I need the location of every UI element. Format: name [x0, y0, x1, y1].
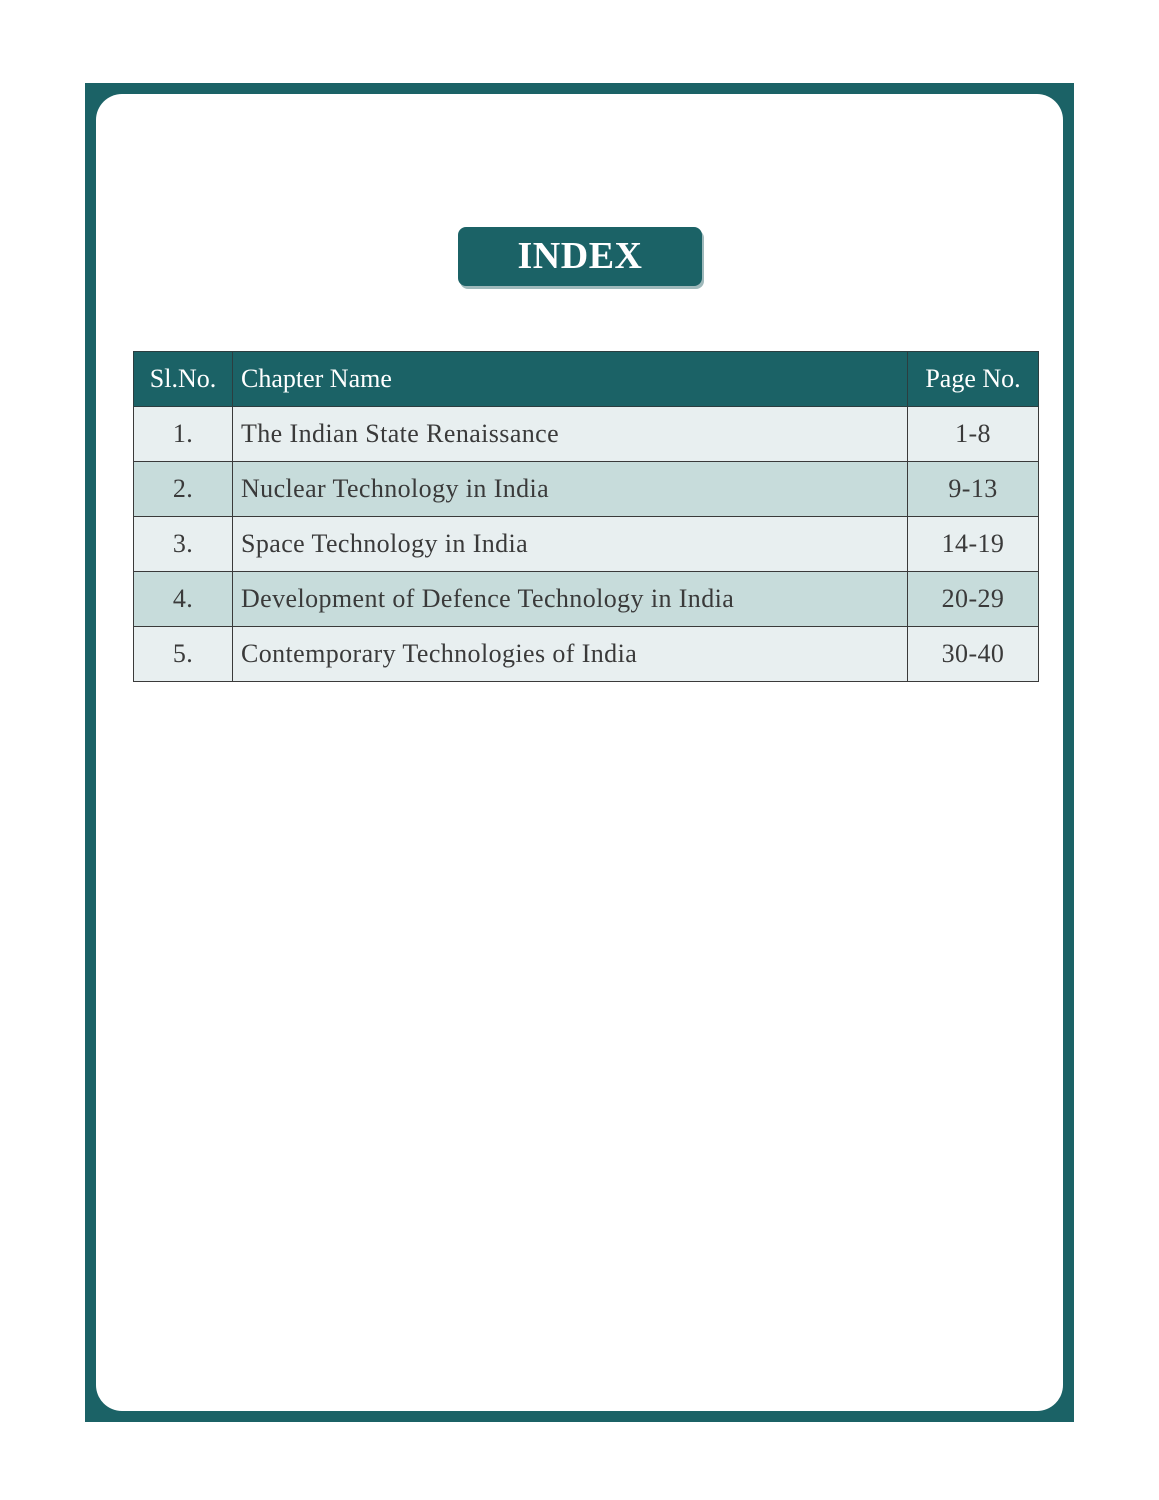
table-row [134, 572, 1039, 627]
row-chapter-name: Nuclear Technology in India [233, 462, 908, 517]
row-page-range: 20-29 [908, 572, 1039, 627]
row-sl-no: 2. [134, 462, 233, 517]
page-content-area [96, 94, 1063, 1411]
row-chapter-name: The Indian State Renaissance [233, 407, 908, 462]
header-chapter-name: Chapter Name [233, 352, 908, 407]
header-sl-no: Sl.No. [134, 352, 233, 407]
row-chapter-name: Space Technology in India [233, 517, 908, 572]
header-page-no: Page No. [908, 352, 1039, 407]
table-header-row [134, 352, 1039, 407]
row-sl-no: 5. [134, 627, 233, 682]
row-page-range: 1-8 [908, 407, 1039, 462]
table-row [134, 517, 1039, 572]
row-chapter-name: Development of Defence Technology in India [233, 572, 908, 627]
row-sl-no: 1. [134, 407, 233, 462]
row-sl-no: 4. [134, 572, 233, 627]
row-page-range: 30-40 [908, 627, 1039, 682]
row-page-range: 14-19 [908, 517, 1039, 572]
table-row [134, 462, 1039, 517]
row-chapter-name: Contemporary Technologies of India [233, 627, 908, 682]
row-page-range: 9-13 [908, 462, 1039, 517]
index-table [133, 351, 1039, 682]
index-title: INDEX [458, 227, 702, 286]
row-sl-no: 3. [134, 517, 233, 572]
table-row [134, 407, 1039, 462]
table-row [134, 627, 1039, 682]
